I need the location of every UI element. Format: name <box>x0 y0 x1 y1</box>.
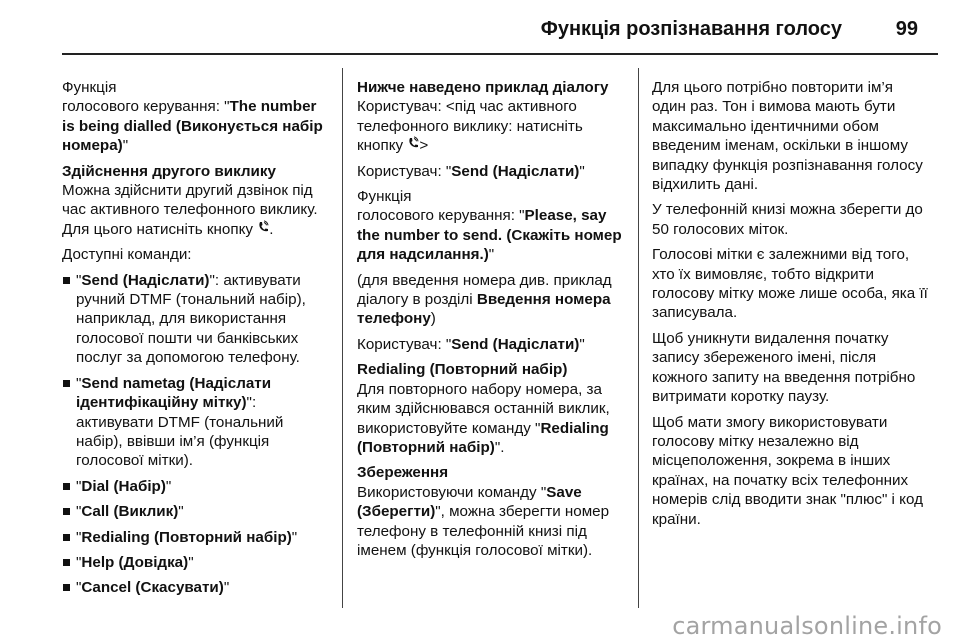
save-text: Використовуючи команду " <box>357 483 547 501</box>
list-item: "Send (Надіслати)": активувати ручний DTMF (тональний набір), наприклад, для використання голосової пошти чи банківських послуг за допомогою телефону. <box>62 271 332 368</box>
section-heading-save: Збереження <box>357 464 449 482</box>
column-3 <box>652 78 928 535</box>
paragraph-capacity: У телефонній книзі можна зберегти до 50 голосових міток. <box>652 201 923 238</box>
commands-list <box>62 271 332 598</box>
command-name: Call (Виклик) <box>81 503 179 521</box>
paragraph-speaker-dependent: Голосові мітки є залежними від того, хто їх вимовляє, тобто відкрити голосову мітку може лише особа, яка її записувала. <box>652 246 928 322</box>
section-heading-example: Нижче наведено приклад діалогу <box>357 79 609 96</box>
second-call-end: . <box>269 220 274 238</box>
reference-link-text: Введення номера телефону <box>357 291 611 328</box>
command-name: Help (Довідка) <box>81 553 189 571</box>
second-call-paragraph <box>62 181 332 239</box>
save-paragraph <box>357 483 627 561</box>
section-heading-redial: Redialing (Повторний набір) <box>357 361 568 379</box>
page-header <box>0 0 960 52</box>
redial-bold: Redialing (Повторний набір) <box>357 419 609 456</box>
user-line-2-bold: Send (Надіслати) <box>451 162 580 180</box>
user-line-2 <box>357 162 627 181</box>
function-text-a: Функція <box>357 188 412 206</box>
command-name: Send (Надіслати) <box>81 271 210 289</box>
watermark: carmanualsonline.info <box>672 612 942 640</box>
list-item: "Dial (Набір)" <box>62 477 332 496</box>
redial-paragraph <box>357 380 627 458</box>
command-desc: : активувати ручний DTMF (тональний набір), наприклад, для використання голосової пошти чи банківських послуг за допомогою телефону. <box>76 271 306 367</box>
page-number: 99 <box>895 18 918 40</box>
paragraph-repeat-name: Для цього потрібно повторити ім’я один раз. Тон і вимова мають бути максимально ідентичними обом введеним іменам, оскільки в іншому випадку функція розпізнавання голосу відхилить дані. <box>652 79 923 194</box>
command-desc: : активувати DTMF (тональний набір), ввівши ім’я (функція голосової мітки). <box>76 394 284 470</box>
user-line-2-end: " <box>579 162 585 180</box>
user-line-3-end: " <box>579 335 585 353</box>
function-line <box>357 187 627 265</box>
commands-intro: Доступні команди: <box>62 246 192 264</box>
reference-text: (для введення номера див. приклад діалогу в розділі <box>357 271 612 309</box>
user-line-3-text: Користувач: " <box>357 335 452 353</box>
function-text-b: голосового керування: " <box>357 207 525 225</box>
column-1 <box>62 78 332 604</box>
reference-line <box>357 271 627 329</box>
paragraph-country-code: Щоб мати змогу використовувати голосову мітку незалежно від місцеположення, зокрема в інших країнах, на початку всіх телефонних номерів слід вводити знак "плюс" і код країни. <box>652 413 923 528</box>
section-heading-second-call: Здійснення другого виклику <box>62 162 276 180</box>
phone-voice-icon <box>257 220 269 239</box>
page-title: Функція розпізнавання голосу <box>540 18 842 40</box>
intro-bold: The number is being dialled (Виконується набір номера) <box>62 98 323 155</box>
command-name: Send nametag (Надіслати ідентифікаційну мітку) <box>76 374 272 412</box>
command-name: Redialing (Повторний набір) <box>81 528 292 546</box>
function-bold: Please, say the number to send. (Скажіть номер для надсилання.) <box>357 207 622 264</box>
intro-text-b: голосового керування: " <box>62 98 230 116</box>
intro-text-a: Функція <box>62 79 117 96</box>
user-line-1 <box>357 97 627 155</box>
save-end: ", можна зберегти номер телефону в телефонній книзі під іменем (функція голосової мітки). <box>357 503 610 559</box>
list-item: "Send nametag (Надіслати ідентифікаційну мітку)": активувати DTMF (тональний набір), ввівши ім’я (функція голосової мітки). <box>62 374 332 471</box>
column-2 <box>357 78 627 566</box>
user-line-2-text: Користувач: " <box>357 162 452 180</box>
intro-end: " <box>122 137 129 155</box>
user-line-1-text: Користувач: <під час активного телефонного виклику: натисніть кнопку <box>357 98 583 155</box>
list-item: "Help (Довідка)" <box>62 553 332 572</box>
reference-end: ) <box>430 310 436 328</box>
redial-text: Для повторного набору номера, за яким здійснювався останній виклик, використовуйте команду " <box>357 380 610 437</box>
phone-voice-icon <box>407 136 419 155</box>
function-end: " <box>488 246 495 264</box>
column-divider-1 <box>342 68 343 608</box>
column-divider-2 <box>638 68 639 608</box>
redial-end: ". <box>494 438 505 456</box>
user-line-3-bold: Send (Надіслати) <box>451 335 580 353</box>
command-name: Cancel (Скасувати) <box>81 579 224 597</box>
list-item: "Redialing (Повторний набір)" <box>62 528 332 547</box>
user-line-1-end: > <box>419 137 429 155</box>
intro-paragraph <box>62 78 332 156</box>
list-item: "Call (Виклик)" <box>62 502 332 521</box>
list-item: "Cancel (Скасувати)" <box>62 578 332 597</box>
paragraph-pause: Щоб уникнути видалення початку запису збереженого імені, після кожного запиту на введення потрібно витримати коротку паузу. <box>652 329 916 406</box>
save-bold: Save (Зберегти) <box>357 483 582 521</box>
command-name: Dial (Набір) <box>81 477 166 495</box>
second-call-text: Можна здійснити другий дзвінок під час активного телефонного виклику. Для цього натисніть кнопку <box>62 182 318 238</box>
user-line-3 <box>357 335 627 354</box>
header-rule <box>62 53 938 55</box>
